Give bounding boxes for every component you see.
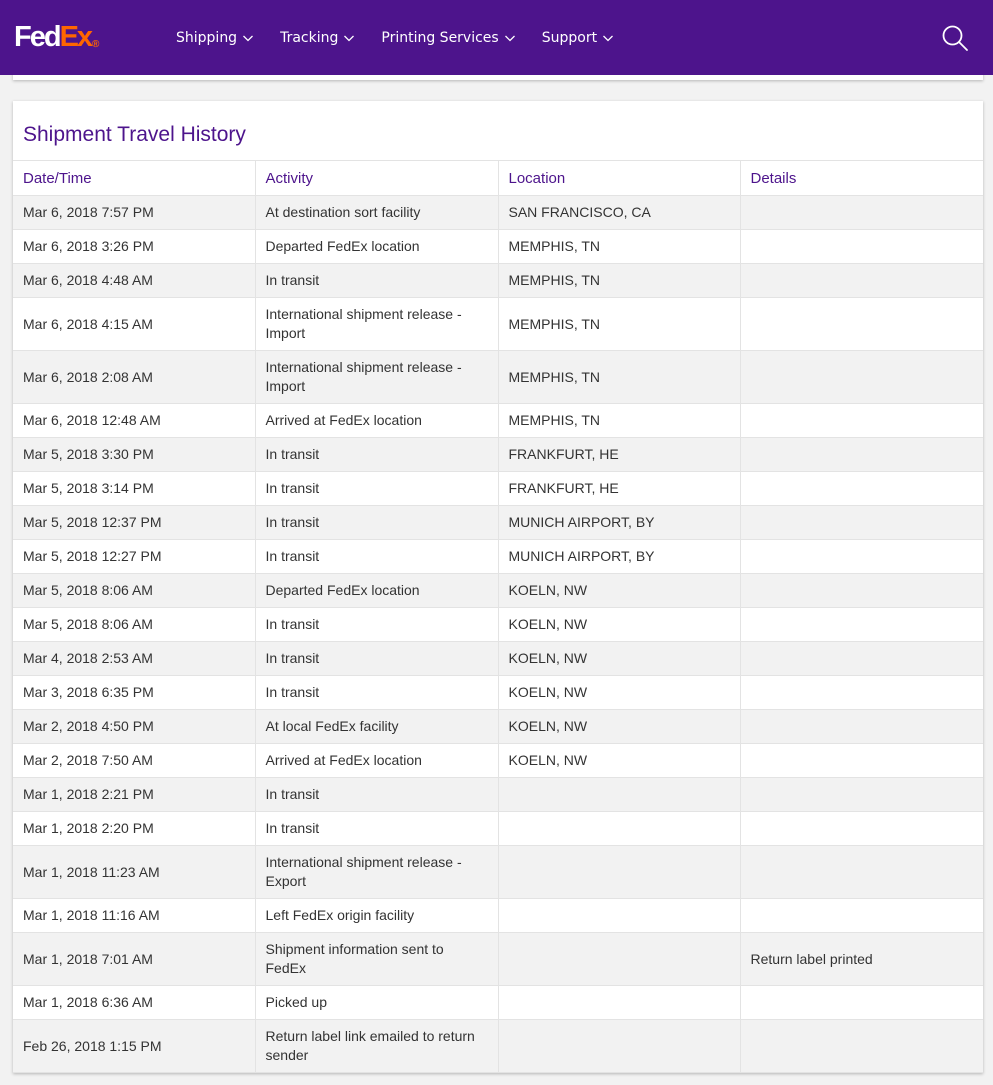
cell-details <box>740 472 983 506</box>
cell-location: FRANKFURT, HE <box>498 438 740 472</box>
cell-details <box>740 710 983 744</box>
cell-location: MEMPHIS, TN <box>498 404 740 438</box>
cell-details <box>740 608 983 642</box>
cell-datetime: Mar 1, 2018 11:16 AM <box>13 899 255 933</box>
cell-datetime: Mar 6, 2018 4:15 AM <box>13 298 255 351</box>
table-row <box>13 642 983 676</box>
cell-datetime: Mar 6, 2018 4:48 AM <box>13 264 255 298</box>
cell-activity: Return label link emailed to return sender <box>255 1020 498 1073</box>
cell-datetime: Mar 3, 2018 6:35 PM <box>13 676 255 710</box>
cell-details <box>740 899 983 933</box>
table-row <box>13 778 983 812</box>
table-row <box>13 230 983 264</box>
cell-activity: Picked up <box>255 986 498 1020</box>
table-row <box>13 608 983 642</box>
chevron-down-icon <box>602 32 614 44</box>
cell-activity: Arrived at FedEx location <box>255 404 498 438</box>
table-row <box>13 933 983 986</box>
cell-activity: In transit <box>255 472 498 506</box>
table-row <box>13 846 983 899</box>
cell-location: MEMPHIS, TN <box>498 351 740 404</box>
cell-activity: Departed FedEx location <box>255 574 498 608</box>
cell-details <box>740 986 983 1020</box>
table-body <box>13 196 983 1073</box>
nav-support[interactable] <box>542 28 614 48</box>
cell-datetime: Mar 4, 2018 2:53 AM <box>13 642 255 676</box>
table-row <box>13 506 983 540</box>
cell-activity: Shipment information sent to FedEx <box>255 933 498 986</box>
cell-details <box>740 676 983 710</box>
cell-location: MUNICH AIRPORT, BY <box>498 506 740 540</box>
cell-details <box>740 540 983 574</box>
cell-location: KOELN, NW <box>498 744 740 778</box>
cell-location: MEMPHIS, TN <box>498 264 740 298</box>
cell-details <box>740 642 983 676</box>
cell-details <box>740 230 983 264</box>
cell-activity: In transit <box>255 812 498 846</box>
cell-datetime: Mar 1, 2018 2:20 PM <box>13 812 255 846</box>
table-row <box>13 899 983 933</box>
cell-activity: In transit <box>255 642 498 676</box>
cell-location: KOELN, NW <box>498 710 740 744</box>
cell-details <box>740 846 983 899</box>
table-row <box>13 574 983 608</box>
cell-activity: In transit <box>255 778 498 812</box>
table-row <box>13 710 983 744</box>
cell-details <box>740 506 983 540</box>
cell-location: MUNICH AIRPORT, BY <box>498 540 740 574</box>
cell-datetime: Mar 6, 2018 2:08 AM <box>13 351 255 404</box>
cell-activity: In transit <box>255 540 498 574</box>
cell-activity: In transit <box>255 676 498 710</box>
logo-registered-mark: ® <box>92 39 100 50</box>
cell-activity: At destination sort facility <box>255 196 498 230</box>
cell-activity: International shipment release - Import <box>255 351 498 404</box>
cell-activity: Departed FedEx location <box>255 230 498 264</box>
table-row <box>13 264 983 298</box>
cell-datetime: Mar 5, 2018 8:06 AM <box>13 574 255 608</box>
table-row <box>13 1020 983 1073</box>
cell-location <box>498 846 740 899</box>
table-row <box>13 404 983 438</box>
nav-tracking-label: Tracking <box>280 30 339 46</box>
cell-datetime: Mar 6, 2018 3:26 PM <box>13 230 255 264</box>
cell-datetime: Mar 5, 2018 3:14 PM <box>13 472 255 506</box>
cell-datetime: Mar 1, 2018 6:36 AM <box>13 986 255 1020</box>
table-row <box>13 298 983 351</box>
cell-activity: Left FedEx origin facility <box>255 899 498 933</box>
travel-history-table <box>13 160 983 1073</box>
cell-location <box>498 899 740 933</box>
cell-details <box>740 438 983 472</box>
cell-location: KOELN, NW <box>498 676 740 710</box>
site-header <box>0 0 993 75</box>
main-nav <box>176 28 640 48</box>
nav-printing-services-label: Printing Services <box>381 30 499 46</box>
cell-location <box>498 778 740 812</box>
cell-datetime: Mar 1, 2018 2:21 PM <box>13 778 255 812</box>
column-header-datetime[interactable]: Date/Time <box>13 161 255 196</box>
column-header-location[interactable]: Location <box>498 161 740 196</box>
cell-location: KOELN, NW <box>498 574 740 608</box>
nav-shipping[interactable] <box>176 28 254 48</box>
cell-datetime: Mar 5, 2018 8:06 AM <box>13 608 255 642</box>
table-row <box>13 744 983 778</box>
chevron-down-icon <box>504 32 516 44</box>
cell-datetime: Mar 6, 2018 12:48 AM <box>13 404 255 438</box>
cell-details <box>740 744 983 778</box>
cell-location: FRANKFURT, HE <box>498 472 740 506</box>
table-header-row <box>13 161 983 196</box>
cell-datetime: Mar 1, 2018 11:23 AM <box>13 846 255 899</box>
cell-location <box>498 812 740 846</box>
nav-printing-services[interactable] <box>381 28 515 48</box>
cell-location: SAN FRANCISCO, CA <box>498 196 740 230</box>
cell-details: Return label printed <box>740 933 983 986</box>
cell-activity: International shipment release - Import <box>255 298 498 351</box>
fedex-logo[interactable] <box>14 22 99 52</box>
logo-fed: Fed <box>14 21 60 53</box>
table-row <box>13 472 983 506</box>
cell-details <box>740 778 983 812</box>
table-row <box>13 351 983 404</box>
table-row <box>13 540 983 574</box>
cell-datetime: Mar 2, 2018 4:50 PM <box>13 710 255 744</box>
cell-activity: In transit <box>255 438 498 472</box>
logo-ex: Ex <box>59 21 92 53</box>
cell-location: KOELN, NW <box>498 642 740 676</box>
table-row <box>13 676 983 710</box>
cell-datetime: Mar 2, 2018 7:50 AM <box>13 744 255 778</box>
section-title: Shipment Travel History <box>23 123 246 146</box>
cell-details <box>740 264 983 298</box>
chevron-down-icon <box>242 32 254 44</box>
nav-support-label: Support <box>541 30 598 46</box>
cell-activity: At local FedEx facility <box>255 710 498 744</box>
cell-location: MEMPHIS, TN <box>498 298 740 351</box>
cell-datetime: Mar 5, 2018 12:37 PM <box>13 506 255 540</box>
column-header-details[interactable]: Details <box>740 161 983 196</box>
table-row <box>13 812 983 846</box>
cell-activity: In transit <box>255 264 498 298</box>
cell-details <box>740 574 983 608</box>
cell-details <box>740 298 983 351</box>
nav-tracking[interactable] <box>280 28 355 48</box>
table-row <box>13 196 983 230</box>
table-row <box>13 438 983 472</box>
cell-location <box>498 1020 740 1073</box>
cell-location: KOELN, NW <box>498 608 740 642</box>
cell-datetime: Feb 26, 2018 1:15 PM <box>13 1020 255 1073</box>
chevron-down-icon <box>343 32 355 44</box>
cell-details <box>740 1020 983 1073</box>
column-header-activity[interactable]: Activity <box>255 161 498 196</box>
nav-shipping-label: Shipping <box>176 30 238 46</box>
cell-datetime: Mar 5, 2018 12:27 PM <box>13 540 255 574</box>
cell-location <box>498 986 740 1020</box>
cell-details <box>740 404 983 438</box>
cell-activity: International shipment release - Export <box>255 846 498 899</box>
search-icon[interactable] <box>941 24 969 52</box>
cell-datetime: Mar 1, 2018 7:01 AM <box>13 933 255 986</box>
cell-details <box>740 351 983 404</box>
cell-details <box>740 812 983 846</box>
cell-location: MEMPHIS, TN <box>498 230 740 264</box>
cell-details <box>740 196 983 230</box>
table-row <box>13 986 983 1020</box>
shipment-travel-history-card <box>13 101 983 1073</box>
cell-activity: In transit <box>255 506 498 540</box>
cell-datetime: Mar 6, 2018 7:57 PM <box>13 196 255 230</box>
cell-activity: In transit <box>255 608 498 642</box>
cell-activity: Arrived at FedEx location <box>255 744 498 778</box>
cell-datetime: Mar 5, 2018 3:30 PM <box>13 438 255 472</box>
cell-location <box>498 933 740 986</box>
